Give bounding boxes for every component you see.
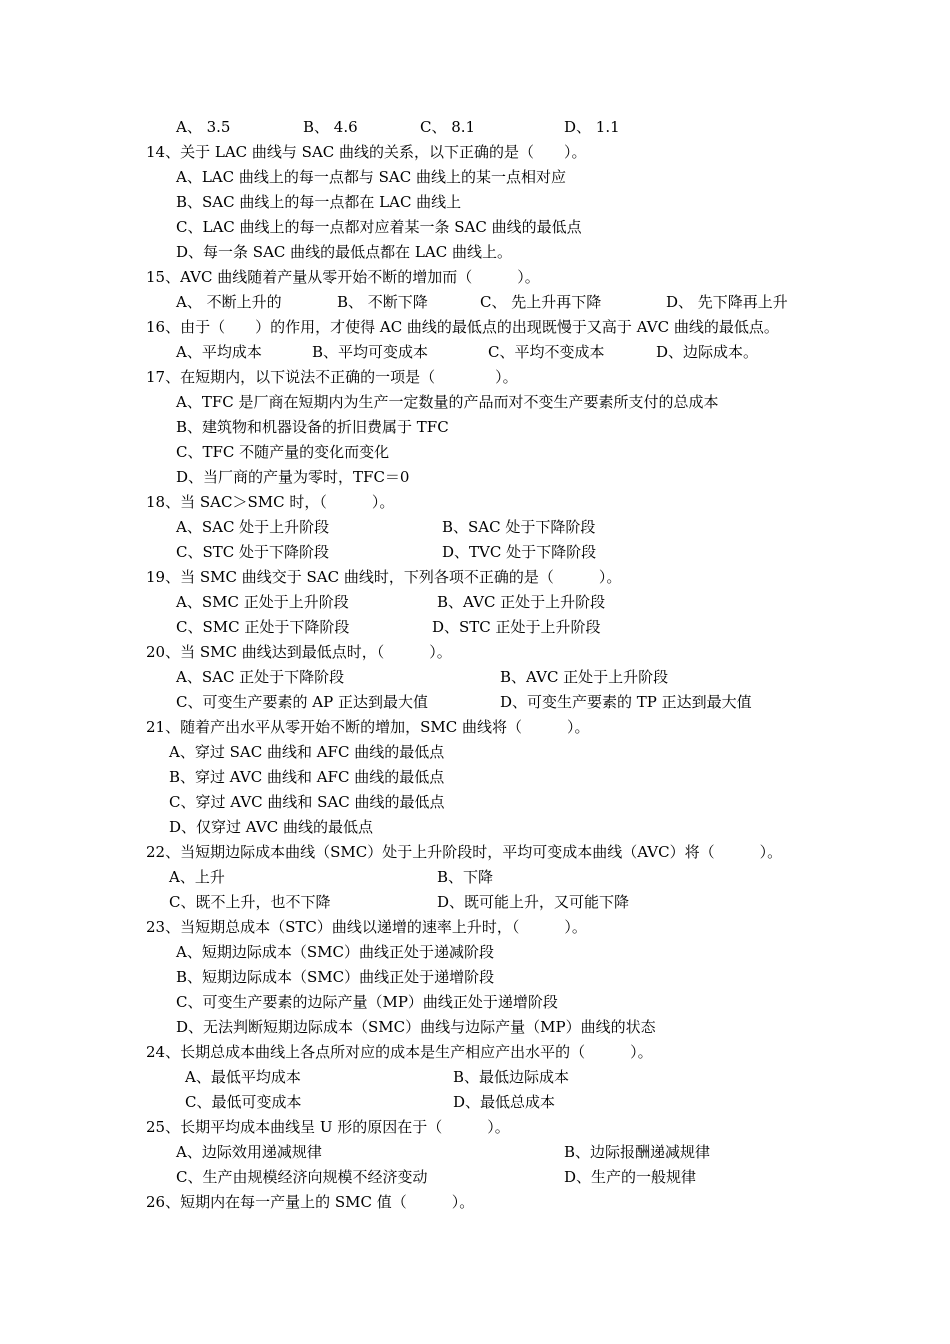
answer-option: A、SAC 正处于下降阶段 — [176, 668, 345, 686]
exam-line: C、TFC 不随产量的变化而变化 — [176, 443, 390, 461]
exam-line: 16、由于（ ）的作用，才使得 AC 曲线的最低点的出现既慢于又高于 AVC 曲线的最低点。 — [146, 318, 779, 336]
exam-line: 25、长期平均成本曲线呈 U 形的原因在于（ ）。 — [146, 1118, 510, 1136]
answer-option: B、边际报酬递减规律 — [564, 1143, 711, 1161]
exam-line: 19、当 SMC 曲线交于 SAC 曲线时，下列各项不正确的是（ ）。 — [146, 568, 622, 586]
exam-line: C、穿过 AVC 曲线和 SAC 曲线的最低点 — [169, 793, 445, 811]
exam-line: 14、关于 LAC 曲线与 SAC 曲线的关系，以下正确的是（ ）。 — [146, 143, 587, 161]
answer-option: A、 不断上升的 — [176, 293, 282, 311]
answer-option: A、上升 — [169, 868, 225, 886]
exam-line: D、每一条 SAC 曲线的最低点都在 LAC 曲线上。 — [176, 243, 512, 261]
answer-option: D、边际成本。 — [656, 343, 759, 361]
answer-option: B、 不断下降 — [337, 293, 428, 311]
answer-option: D、生产的一般规律 — [564, 1168, 697, 1186]
answer-option: B、AVC 正处于上升阶段 — [500, 668, 669, 686]
exam-line: 24、长期总成本曲线上各点所对应的成本是生产相应产出水平的（ ）。 — [146, 1043, 653, 1061]
exam-line: 22、当短期边际成本曲线（SMC）处于上升阶段时，平均可变成本曲线（AVC）将（ ）。 — [146, 843, 783, 861]
answer-option: A、最低平均成本 — [185, 1068, 301, 1086]
answer-option: B、最低边际成本 — [453, 1068, 570, 1086]
answer-option: A、 3.5 — [176, 118, 231, 136]
exam-line: 21、随着产出水平从零开始不断的增加，SMC 曲线将（ ）。 — [146, 718, 590, 736]
exam-line: 20、当 SMC 曲线达到最低点时，（ ）。 — [146, 643, 452, 661]
answer-option: C、可变生产要素的 AP 正达到最大值 — [176, 693, 428, 711]
answer-option: A、边际效用递减规律 — [176, 1143, 322, 1161]
exam-line: B、短期边际成本（SMC）曲线正处于递增阶段 — [176, 968, 495, 986]
answer-option: B、AVC 正处于上升阶段 — [437, 593, 606, 611]
exam-line: 26、短期内在每一产量上的 SMC 值（ ）。 — [146, 1193, 475, 1211]
exam-line: 15、AVC 曲线随着产量从零开始不断的增加而（ ）。 — [146, 268, 540, 286]
answer-option: C、既不上升，也不下降 — [169, 893, 331, 911]
answer-option: C、SMC 正处于下降阶段 — [176, 618, 350, 636]
answer-option: C、STC 处于下降阶段 — [176, 543, 330, 561]
answer-option: D、STC 正处于上升阶段 — [432, 618, 601, 636]
exam-line: B、建筑物和机器设备的折旧费属于 TFC — [176, 418, 449, 436]
answer-option: C、生产由规模经济向规模不经济变动 — [176, 1168, 428, 1186]
answer-option: D、TVC 处于下降阶段 — [442, 543, 597, 561]
exam-line: 17、在短期内，以下说法不正确的一项是（ ）。 — [146, 368, 518, 386]
exam-line: 18、当 SAC＞SMC 时，（ ）。 — [146, 493, 395, 511]
answer-option: B、下降 — [437, 868, 494, 886]
answer-option: C、平均不变成本 — [488, 343, 605, 361]
answer-option: B、平均可变成本 — [312, 343, 429, 361]
answer-option: D、 先下降再上升 — [666, 293, 788, 311]
exam-line: 23、当短期总成本（STC）曲线以递增的速率上升时，（ ）。 — [146, 918, 587, 936]
exam-line: D、无法判断短期边际成本（SMC）曲线与边际产量（MP）曲线的状态 — [176, 1018, 656, 1036]
answer-option: D、既可能上升，又可能下降 — [437, 893, 630, 911]
exam-line: B、穿过 AVC 曲线和 AFC 曲线的最低点 — [169, 768, 445, 786]
answer-option: C、 8.1 — [420, 118, 476, 136]
answer-option: A、SMC 正处于上升阶段 — [176, 593, 349, 611]
answer-option: C、最低可变成本 — [185, 1093, 302, 1111]
answer-option: B、SAC 处于下降阶段 — [442, 518, 596, 536]
answer-option: A、SAC 处于上升阶段 — [176, 518, 330, 536]
answer-option: A、平均成本 — [176, 343, 262, 361]
answer-option: D、可变生产要素的 TP 正达到最大值 — [500, 693, 752, 711]
exam-line: A、短期边际成本（SMC）曲线正处于递减阶段 — [176, 943, 494, 961]
exam-line: A、TFC 是厂商在短期内为生产一定数量的产品而对不变生产要素所支付的总成本 — [176, 393, 719, 411]
exam-line: A、LAC 曲线上的每一点都与 SAC 曲线上的某一点相对应 — [176, 168, 566, 186]
exam-line: C、LAC 曲线上的每一点都对应着某一条 SAC 曲线的最低点 — [176, 218, 582, 236]
answer-option: C、 先上升再下降 — [480, 293, 602, 311]
exam-line: D、仅穿过 AVC 曲线的最低点 — [169, 818, 373, 836]
exam-line: C、可变生产要素的边际产量（MP）曲线正处于递增阶段 — [176, 993, 558, 1011]
answer-option: D、最低总成本 — [453, 1093, 556, 1111]
answer-option: B、 4.6 — [303, 118, 358, 136]
exam-line: A、穿过 SAC 曲线和 AFC 曲线的最低点 — [169, 743, 445, 761]
exam-line: B、SAC 曲线上的每一点都在 LAC 曲线上 — [176, 193, 462, 211]
answer-option: D、 1.1 — [564, 118, 620, 136]
exam-line: D、当厂商的产量为零时，TFC＝0 — [176, 468, 410, 486]
